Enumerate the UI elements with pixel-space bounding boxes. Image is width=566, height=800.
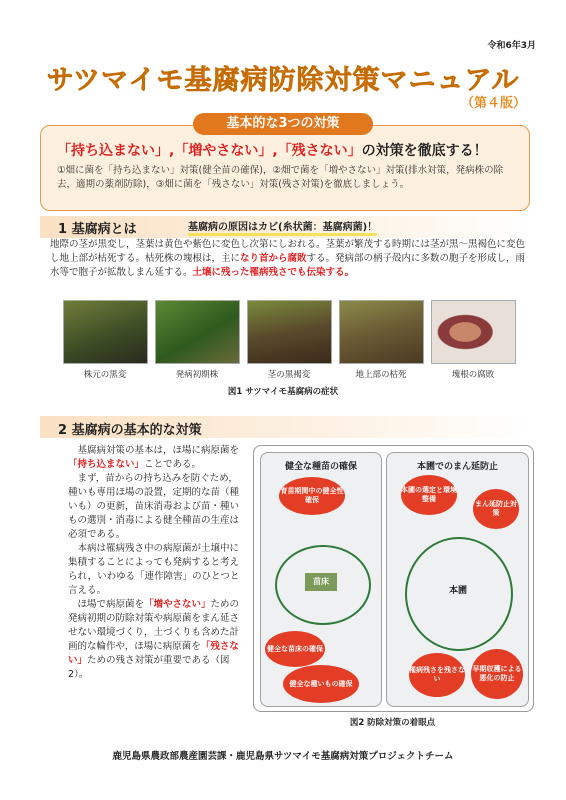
section2-p4: ほ場で病原菌を「増やさない」ための発病初期の防除対策や病原菌をまん延させない環境づくり，土づくりも含めた計画的な輪作や，ほ場に病原菌を「残さない」ための残さ対策が重要である（図2）。: [68, 599, 240, 680]
diagram-left-title: 健全な種苗の確保: [284, 462, 357, 472]
footer-credit: 鹿児島県農政部農産園芸課・鹿児島県サツマイモ基腐病対策プロジェクトチーム: [112, 751, 454, 762]
nursery-bed-label: 苗床: [305, 573, 337, 591]
section1-heading: 1 基腐病とは: [58, 222, 137, 237]
control-measures-diagram: [253, 445, 534, 712]
caption-photo-3: 茎の黒褐変: [267, 370, 311, 380]
diagram-left-panel: [260, 452, 382, 707]
section2-p3: 本病は罹病残さ中の病原菌が土壌中に集積することによっても発病すると考えられ，いわゆる「連作障害」のひとつと言える。: [68, 543, 240, 596]
section2-p1: 基腐病対策の基本は，ほ場に病原菌を「持ち込まない」ことである。: [68, 445, 240, 470]
bubble-early-harvest: 早期収穫による悪化の防止: [471, 649, 523, 699]
diagram-right-title: 本圃でのまん延防止: [416, 462, 498, 472]
caption-photo-5: 塊根の腐敗: [451, 370, 495, 380]
caption-photo-2: 発病初期株: [175, 370, 219, 380]
section1-emphasis-soil: 土壌に残った罹病残さでも伝染する。: [192, 267, 355, 278]
issue-date: 令和6年3月: [487, 41, 536, 51]
photo-early-infection: [155, 300, 240, 364]
edition-label: （第４版）: [460, 96, 526, 111]
cause-statement: 基腐病の原因はカビ(糸状菌：基腐病菌)！: [188, 218, 377, 236]
emph-do-not-increase: 「増やさない」: [144, 599, 211, 610]
emph-do-not-leave: 「残さない」: [68, 641, 239, 666]
section1-text-a: 地際の茎が黒変し，茎葉は黄色や紫色に変色し次第にしおれる。茎葉が繁茂する時期には茎が黒～黒褐色に変色し地上部が枯死する。枯死株の塊根は，主に: [50, 239, 526, 264]
photo-aboveground-wilting: [339, 300, 424, 364]
lead-emphasis: 「持ち込まない」,「増やさない」,「残さない」: [57, 143, 362, 159]
main-field-label: 本圃: [448, 586, 467, 596]
emph-do-not-bring: 「持ち込まない」: [68, 459, 145, 470]
figure1-caption: 図1 サツマイモ基腐病の症状: [227, 387, 339, 397]
bubble-field-selection: 本圃の選定と環境整備: [401, 475, 457, 515]
lead-text: [57, 140, 488, 160]
section1-text-b: する。発病部の柄子殻内に多数の胞子を形成し，雨水等で胞子が拡散しまん延する。: [50, 253, 526, 278]
photo-stem-base-blackening: [63, 300, 148, 364]
lead-description: ①畑に菌を「持ち込まない」対策(健全苗の確保)，②畑で菌を「増やさない」対策(排水対策，発病株の除去，適期の薬剤防除)，③畑に菌を「残さない」対策(残さ対策)を徹底しましょう。: [57, 165, 504, 190]
section2-paragraph: [68, 444, 243, 682]
bubble-no-residue: 罹病残さを残さない: [409, 653, 465, 697]
caption-photo-1: 株元の黒変: [83, 370, 127, 380]
bubble-healthy-bed: 健全な苗床の確保: [265, 631, 325, 667]
basic-measures-box: [40, 125, 530, 211]
photo-stem-browning: [247, 300, 332, 364]
caption-photo-4: 地上部の枯死: [355, 370, 407, 380]
diagram-right-panel: [386, 452, 529, 707]
section1-emphasis-rot: なり首から腐敗: [240, 253, 307, 264]
section2-heading: 2 基腐病の基本的な対策: [58, 423, 202, 438]
page-title: サツマイモ基腐病防除対策マニュアル: [46, 65, 520, 96]
section1-paragraph: [50, 238, 530, 280]
section2-p2: まず，苗からの持ち込みを防ぐため，種いも専用ほ場の設置，定期的な苗（種いも）の更新，苗床消毒および苗・種いもの選別・消毒による健全種苗の生産は必須である。: [68, 473, 240, 540]
photo-tuber-rot: [431, 300, 516, 364]
figure2-caption: 図2 防除対策の着眼点: [349, 718, 436, 728]
lead-rest: の対策を徹底する！: [361, 143, 488, 159]
bubble-nursery-health: 育苗期間中の健全性確保: [279, 477, 345, 515]
bubble-spread-prevention: まん延防止対策: [473, 489, 519, 529]
bubble-healthy-seed-tuber: 健全な種いもの確保: [283, 665, 359, 703]
basic-measures-pill: 基本的な3つの対策: [193, 113, 373, 135]
